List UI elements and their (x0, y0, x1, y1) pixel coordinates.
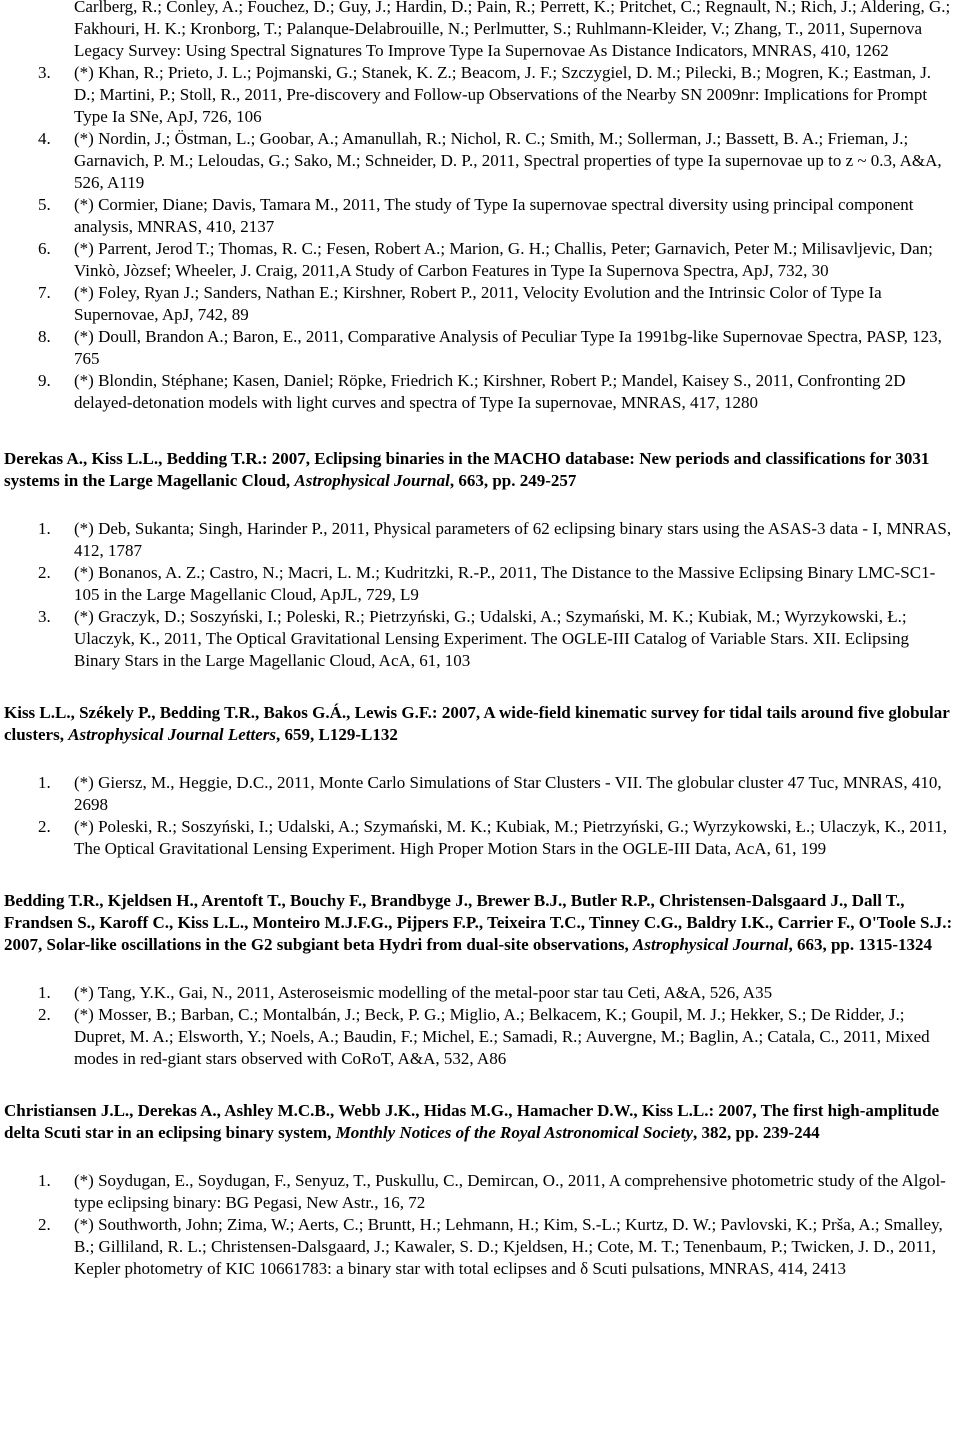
citation-item (0, 518, 960, 562)
citation-item (0, 1170, 960, 1214)
citation-item (0, 238, 960, 282)
citation-text: Carlberg, R.; Conley, A.; Fouchez, D.; Guy, J.; Hardin, D.; Pain, R.; Perrett, K.; Pritchet, C.; Regnault, N.; Rich, J.; Aldering, G.; Fakhouri, H. K.; Kronborg, T.; Palanque-Delabrouille, N.; Perlmutter, S.; Ruhlmann-Kleider, V.; Zhang, T., 2011, Supernova Legacy Survey: Using Spectral Signatures To Improve Type Ia Supernovae As Distance Indicators, MNRAS, 410, 1262 (74, 0, 951, 60)
publication-heading (0, 890, 960, 956)
citation-number: 4. (38, 129, 51, 148)
citation-list-2 (0, 518, 960, 672)
publication-heading (0, 702, 960, 746)
citation-list-4 (0, 982, 960, 1070)
citation-item (0, 370, 960, 414)
citation-text: (*) Blondin, Stéphane; Kasen, Daniel; Röpke, Friedrich K.; Kirshner, Robert P.; Mandel, Kaisey S., 2011, Confronting 2D delayed-detonation models with light curves and spectra of Type Ia supernovae, MNRAS, 417, 1280 (74, 371, 906, 412)
citation-item (0, 606, 960, 672)
spacer (0, 860, 960, 890)
citation-item (0, 62, 960, 128)
spacer (0, 1070, 960, 1100)
citation-item (0, 562, 960, 606)
citation-item (0, 772, 960, 816)
publication-journal: Astrophysical Journal (294, 471, 450, 490)
spacer (0, 492, 960, 518)
citation-number: 1. (38, 1171, 51, 1190)
citation-item (0, 128, 960, 194)
citation-number: 2. (38, 1005, 51, 1024)
publication-volume: , 663, pp. 1315-1324 (788, 935, 933, 954)
citation-text: (*) Giersz, M., Heggie, D.C., 2011, Monte Carlo Simulations of Star Clusters - VII. The globular cluster 47 Tuc, MNRAS, 410, 2698 (74, 773, 942, 814)
citation-list-5 (0, 1170, 960, 1280)
citation-text: (*) Mosser, B.; Barban, C.; Montalbán, J.; Beck, P. G.; Miglio, A.; Belkacem, K.; Goupil, M. J.; Hekker, S.; De Ridder, J.; Dupret, M. A.; Elsworth, Y.; Noels, A.; Baudin, F.; Michel, E.; Samadi, R.; Auvergne, M.; Baglin, A.; Catala, C., 2011, Mixed modes in red-giant stars observed with CoRoT, A&A, 532, A86 (74, 1005, 930, 1068)
citation-text: (*) Deb, Sukanta; Singh, Harinder P., 2011, Physical parameters of 62 eclipsing binary stars using the ASAS-3 data - I, MNRAS, 412, 1787 (74, 519, 952, 560)
citation-text: (*) Cormier, Diane; Davis, Tamara M., 2011, The study of Type Ia supernovae spectral diversity using principal component analysis, MNRAS, 410, 2137 (74, 195, 914, 236)
publication-volume: , 659, L129-L132 (276, 725, 398, 744)
spacer (0, 672, 960, 702)
citation-number: 1. (38, 773, 51, 792)
spacer (0, 956, 960, 982)
citation-number: 5. (38, 195, 51, 214)
citation-item (0, 194, 960, 238)
citation-text: (*) Poleski, R.; Soszyński, I.; Udalski, A.; Szymański, M. K.; Kubiak, M.; Pietrzyński, G.; Wyrzykowski, Ł.; Ulaczyk, K., 2011, The Optical Gravitational Lensing Experiment. High Proper Motion Stars in the OGLE-III Data, AcA, 61, 199 (74, 817, 948, 858)
citation-continued (0, 0, 960, 62)
citation-item (0, 1214, 960, 1280)
citation-item (0, 326, 960, 370)
citation-text: (*) Soydugan, E., Soydugan, F., Senyuz, T., Puskullu, C., Demircan, O., 2011, A comprehensive photometric study of the Algol-type eclipsing binary: BG Pegasi, New Astr., 16, 72 (74, 1171, 946, 1212)
citation-number: 2. (38, 817, 51, 836)
citation-text: (*) Southworth, John; Zima, W.; Aerts, C.; Bruntt, H.; Lehmann, H.; Kim, S.-L.; Kurtz, D. W.; Pavlovski, K.; Prša, A.; Smalley, B.; Gilliland, R. L.; Christensen-Dalsgaard, J.; Kawaler, S. D.; Kjeldsen, H.; Cote, M. T.; Tenenbaum, P.; Twicken, J. D., 2011, Kepler photometry of KIC 10661783: a binary star with total eclipses and δ Scuti pulsations, MNRAS, 414, 2413 (74, 1215, 943, 1278)
citation-text: (*) Khan, R.; Prieto, J. L.; Pojmanski, G.; Stanek, K. Z.; Beacom, J. F.; Szczygiel, D. M.; Pilecki, B.; Mogren, K.; Eastman, J. D.; Martini, P.; Stoll, R., 2011, Pre-discovery and Follow-up Observations of the Nearby SN 2009nr: Implications for Prompt Type Ia SNe, ApJ, 726, 106 (74, 63, 932, 126)
citation-text: (*) Foley, Ryan J.; Sanders, Nathan E.; Kirshner, Robert P., 2011, Velocity Evolution and the Intrinsic Color of Type Ia Supernovae, ApJ, 742, 89 (74, 283, 882, 324)
publication-journal: Astrophysical Journal (633, 935, 789, 954)
citation-number: 1. (38, 983, 51, 1002)
publication-journal: Astrophysical Journal Letters (68, 725, 277, 744)
citation-text: (*) Nordin, J.; Östman, L.; Goobar, A.; Amanullah, R.; Nichol, R. C.; Smith, M.; Sollerman, J.; Bassett, B. A.; Frieman, J.; Garnavich, P. M.; Leloudas, G.; Sako, M.; Schneider, D. P., 2011, Spectral properties of type Ia supernovae up to z ~ 0.3, A&A, 526, A119 (74, 129, 942, 192)
publication-heading (0, 1100, 960, 1144)
publication-authors-title: Derekas A., Kiss L.L., Bedding T.R.: 2007, Eclipsing binaries in the MACHO database: New periods and classifications for 3031 systems in the Large Magellanic Cloud, (4, 449, 930, 490)
citation-number: 9. (38, 371, 51, 390)
publication-heading (0, 448, 960, 492)
citation-number: 7. (38, 283, 51, 302)
citation-text: (*) Tang, Y.K., Gai, N., 2011, Asteroseismic modelling of the metal-poor star tau Ceti, A&A, 526, A35 (74, 983, 773, 1002)
citation-text: (*) Parrent, Jerod T.; Thomas, R. C.; Fesen, Robert A.; Marion, G. H.; Challis, Peter; Garnavich, Peter M.; Milisavljevic, Dan; Vinkò, Jòzsef; Wheeler, J. Craig, 2011,A Study of Carbon Features in Type Ia Supernova Spectra, ApJ, 732, 30 (74, 239, 933, 280)
citation-number: 8. (38, 327, 51, 346)
citation-text: (*) Graczyk, D.; Soszyński, I.; Poleski, R.; Pietrzyński, G.; Udalski, A.; Szymański, M. K.; Kubiak, M.; Wyrzykowski, Ł.; Ulaczyk, K., 2011, The Optical Gravitational Lensing Experiment. The OGLE-III Catalog of Variable Stars. XII. Eclipsing Binary Stars in the Large Magellanic Cloud, AcA, 61, 103 (74, 607, 909, 670)
citation-number: 2. (38, 563, 51, 582)
spacer (0, 1144, 960, 1170)
spacer (0, 746, 960, 772)
citation-number: 1. (38, 519, 51, 538)
citation-number: 3. (38, 63, 51, 82)
citation-number: 2. (38, 1215, 51, 1234)
publication-authors-title: Christiansen J.L., Derekas A., Ashley M.C.B., Webb J.K., Hidas M.G., Hamacher D.W., Kiss L.L.: 2007, The first high-amplitude delta Scuti star in an eclipsing binary system, (4, 1101, 940, 1142)
citation-item (0, 1004, 960, 1070)
citation-item (0, 282, 960, 326)
publication-volume: , 663, pp. 249-257 (449, 471, 577, 490)
publication-volume: , 382, pp. 239-244 (693, 1123, 820, 1142)
citation-item (0, 816, 960, 860)
citation-text: (*) Bonanos, A. Z.; Castro, N.; Macri, L. M.; Kudritzki, R.-P., 2011, The Distance to the Massive Eclipsing Binary LMC-SC1-105 in the Large Magellanic Cloud, ApJL, 729, L9 (74, 563, 936, 604)
citation-list-3 (0, 772, 960, 860)
publication-journal: Monthly Notices of the Royal Astronomical Society (335, 1123, 693, 1142)
publication-authors-title: Bedding T.R., Kjeldsen H., Arentoft T., Bouchy F., Brandbyge J., Brewer B.J., Butler R.P., Christensen-Dalsgaard J., Dall T., Frandsen S., Karoff C., Kiss L.L., Monteiro M.J.F.G., Pijpers F.P., Teixeira T.C., Tinney C.G., Baldry I.K., Carrier F., O'Toole S.J.: 2007, Solar-like oscillations in the G2 subgiant beta Hydri from dual-site observations, (4, 891, 953, 954)
citation-list-1 (0, 62, 960, 414)
citation-item (0, 982, 960, 1004)
citation-number: 6. (38, 239, 51, 258)
citation-text: (*) Doull, Brandon A.; Baron, E., 2011, Comparative Analysis of Peculiar Type Ia 1991bg-like Supernovae Spectra, PASP, 123, 765 (74, 327, 942, 368)
citation-number: 3. (38, 607, 51, 626)
spacer (0, 414, 960, 448)
publication-authors-title: Kiss L.L., Székely P., Bedding T.R., Bakos G.Á., Lewis G.F.: 2007, A wide-field kinematic survey for tidal tails around five globular clusters, (4, 703, 950, 744)
